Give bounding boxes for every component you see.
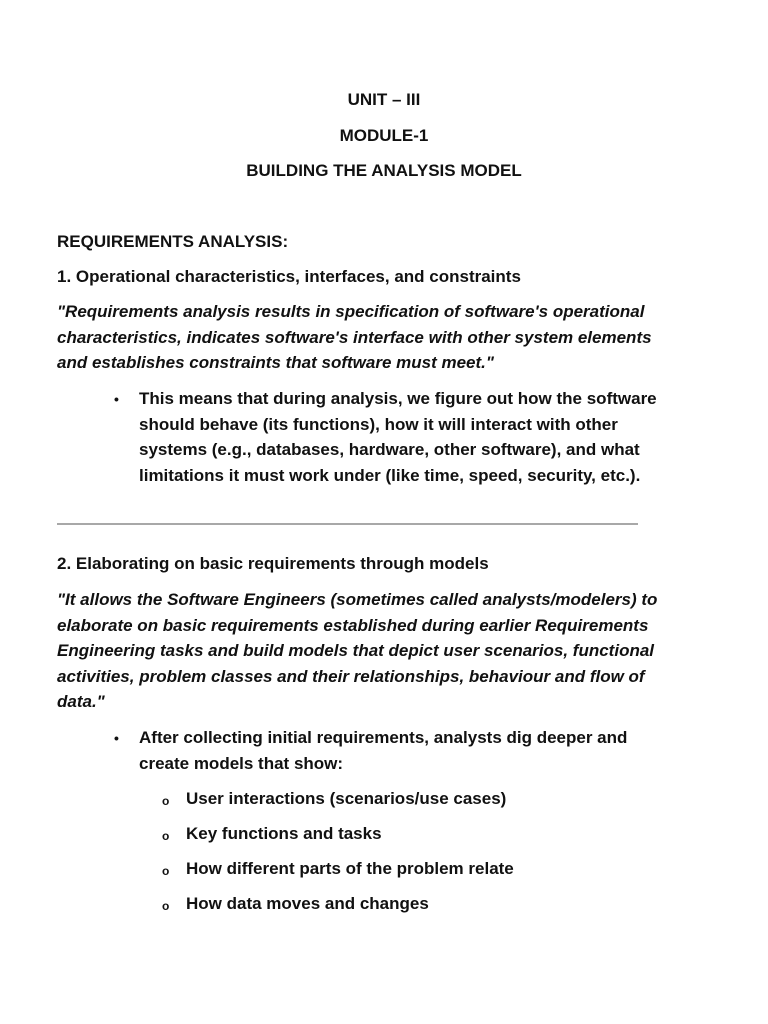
- point2-bullet: After collecting initial requirements, analysts dig deeper and create models that show:: [139, 728, 628, 773]
- point1-quote: "Requirements analysis results in specification of software's operational characteristics, indicates software's interface with other system elements and establishes constraints that software must meet.": [57, 302, 652, 372]
- sub-bullet-marker: o: [162, 794, 170, 808]
- sub-bullet-marker: o: [162, 864, 170, 878]
- module-heading: MODULE-1: [339, 126, 429, 145]
- sub-list-item: Key functions and tasks: [186, 824, 382, 843]
- bullet-marker: •: [114, 730, 119, 746]
- bullet-marker: •: [114, 391, 119, 407]
- horizontal-divider: [57, 523, 638, 525]
- point1-heading: 1. Operational characteristics, interfaces, and constraints: [57, 267, 521, 286]
- sub-bullet-marker: o: [162, 899, 170, 913]
- point2-heading: 2. Elaborating on basic requirements through models: [57, 554, 489, 573]
- sub-list-item: How data moves and changes: [186, 894, 429, 913]
- section-heading: REQUIREMENTS ANALYSIS:: [57, 232, 289, 251]
- point2-quote: "It allows the Software Engineers (sometimes called analysts/modelers) to elaborate on basic requirements established during earlier Requirements Engineering tasks and build models that depict user scenarios, functional activities, problem classes and their relationships, behaviour and flow of data.": [57, 590, 658, 711]
- document-title: BUILDING THE ANALYSIS MODEL: [246, 161, 522, 180]
- sub-list-item: User interactions (scenarios/use cases): [186, 789, 507, 808]
- sub-list-item: How different parts of the problem relate: [186, 859, 514, 878]
- unit-heading: UNIT – III: [347, 90, 421, 109]
- point1-bullet: This means that during analysis, we figure out how the software should behave (its functions), how it will interact with other systems (e.g., databases, hardware, other software), and what limitations it must work under (like time, speed, security, etc.).: [139, 389, 657, 485]
- sub-bullet-marker: o: [162, 829, 170, 843]
